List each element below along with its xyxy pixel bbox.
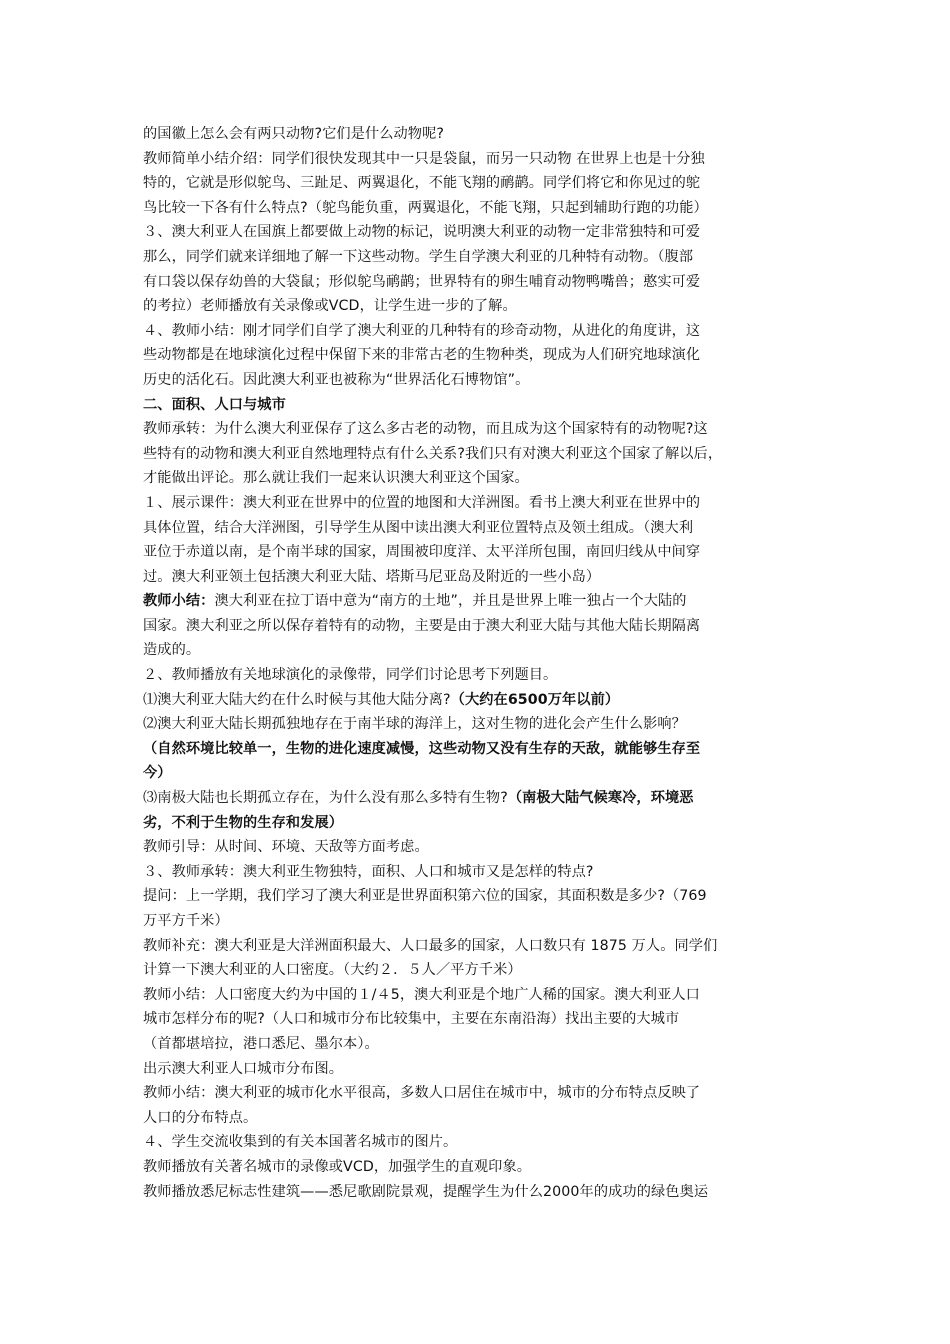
line-text: 教师承转：为什么澳大利亚保存了这么多古老的动物，而且成为这个国家特有的动物呢?这 [143, 421, 708, 438]
line-text: 亚位于赤道以南，是个南半球的国家，周围被印度洋、太平洋所包围，南回归线从中间穿 [143, 544, 701, 561]
text-line [143, 761, 818, 786]
text-line [143, 270, 818, 295]
text-line [143, 147, 818, 172]
line-text: １、展示课件：澳大利亚在世界中的位置的地图和大洋洲图。看书上澳大利亚在世界中的 [143, 494, 701, 511]
bold-answer: （南极大陆气候寒冷，环境恶 [507, 790, 694, 807]
line-text: 具体位置，结合大洋洲图，引导学生从图中读出澳大利亚位置特点及领土组成。（澳大利 [143, 519, 694, 536]
line-text: 教师简单小结介绍：同学们很快发现其中一只是袋鼠，而另一只动物 在世界上也是十分独 [143, 150, 705, 167]
text-line [143, 1081, 818, 1106]
line-text: ２、教师播放有关地球演化的录像带，同学们讨论思考下列题目。 [143, 667, 558, 684]
bold-label: 教师小结： [143, 593, 215, 610]
line-text: 出示澳大利亚人口城市分布图。 [143, 1060, 344, 1077]
text-line [143, 663, 818, 688]
text-line [143, 1155, 818, 1180]
text-line [143, 614, 818, 639]
line-text: 过。澳大利亚领土包括澳大利亚大陆、塔斯马尼亚岛及附近的一些小岛） [143, 568, 601, 585]
line-text: ３、澳大利亚人在国旗上都要做上动物的标记，说明澳大利亚的动物一定非常独特和可爱 [143, 224, 701, 241]
line-text: 教师小结：人口密度大约为中国的１/４5，澳大利亚是个地广人稀的国家。澳大利亚人口 [143, 986, 700, 1003]
text-line [143, 491, 818, 516]
text-line [143, 909, 818, 934]
line-text: 的国徽上怎么会有两只动物?它们是什么动物呢? [143, 126, 445, 142]
text-line [143, 835, 818, 860]
line-text: 万平方千米） [143, 913, 229, 929]
line-text: 国家。澳大利亚之所以保存着特有的动物，主要是由于澳大利亚大陆与其他大陆长期隔离 [143, 617, 701, 634]
text-line [143, 245, 818, 270]
text-line [143, 1057, 818, 1082]
line-text: ４、教师小结：刚才同学们自学了澳大利亚的几种特有的珍奇动物，从进化的角度讲，这 [143, 322, 701, 339]
text-line [143, 786, 818, 811]
bold-answer: （大约在6500万年以前） [450, 691, 620, 708]
text-line [143, 884, 818, 909]
line-text: 教师播放悉尼标志性建筑——悉尼歌剧院景观，提醒学生为什么2000年的成功的绿色奥运 [143, 1183, 709, 1200]
text-line [143, 1007, 818, 1032]
text-line [143, 220, 818, 245]
text-line [143, 688, 818, 713]
line-text: 教师补充：澳大利亚是大洋洲面积最大、人口最多的国家，人口数只有 1875 万人。同学们 [143, 937, 718, 954]
line-text: 澳大利亚在拉丁语中意为“南方的土地”，并且是世界上唯一独占一个大陆的 [214, 593, 687, 610]
text-line [143, 811, 818, 836]
text-line [143, 934, 818, 959]
text-line [143, 196, 818, 221]
text-line [143, 343, 818, 368]
line-text: 特的，它就是形似鸵鸟、三趾足、两翼退化，不能飞翔的鸸鹋。同学们将它和你见过的鸵 [143, 175, 701, 192]
line-text: 那么，同学们就来详细地了解一下这些动物。学生自学澳大利亚的几种特有动物。（腹部 [143, 248, 694, 265]
text-line [143, 958, 818, 983]
text-line [143, 294, 818, 319]
line-text: 今） [143, 765, 172, 782]
text-line [143, 860, 818, 885]
text-line [143, 171, 818, 196]
text-line [143, 1130, 818, 1155]
text-line [143, 1180, 818, 1205]
line-text: 计算一下澳大利亚的人口密度。（大约２．５人／平方千米） [143, 962, 522, 979]
text-line [143, 393, 818, 418]
line-text: 有口袋以保存幼兽的大袋鼠；形似鸵鸟鸸鹋；世界特有的卵生哺育动物鸭嘴兽；憨实可爱 [143, 273, 701, 290]
document-body [143, 122, 818, 1204]
text-line [143, 122, 818, 147]
line-text: 些动物都是在地球演化过程中保留下来的非常古老的生物种类，现成为人们研究地球演化 [143, 347, 701, 364]
line-text: ４、学生交流收集到的有关本国著名城市的图片。 [143, 1134, 458, 1151]
line-text: ⑵澳大利亚大陆长期孤独地存在于南半球的海洋上，这对生物的进化会产生什么影响？ [143, 716, 686, 733]
text-line [143, 737, 818, 762]
line-text: 城市怎样分布的呢?（人口和城市分布比较集中，主要在东南沿海）找出主要的大城市 [143, 1011, 680, 1028]
text-line [143, 540, 818, 565]
line-text: ３、教师承转：澳大利亚生物独特，面积、人口和城市又是怎样的特点? [143, 863, 594, 880]
text-line [143, 319, 818, 344]
line-text: （自然环境比较单一，生物的进化速度减慢，这些动物又没有生存的天敌，就能够生存至 [143, 740, 701, 757]
text-line [143, 417, 818, 442]
line-text: 劣，不利于生物的生存和发展） [143, 814, 344, 831]
text-line [143, 466, 818, 491]
text-line [143, 638, 818, 663]
line-text: 教师小结：澳大利亚的城市化水平很高，多数人口居住在城市中，城市的分布特点反映了 [143, 1085, 701, 1102]
text-line [143, 1032, 818, 1057]
line-text: 二、面积、人口与城市 [143, 396, 286, 413]
line-text: 些特有的动物和澳大利亚自然地理特点有什么关系?我们只有对澳大利亚这个国家了解以后， [143, 445, 723, 462]
text-line [143, 712, 818, 737]
line-text: 才能做出评论。那么就让我们一起来认识澳大利亚这个国家。 [143, 470, 529, 487]
line-text: ⑶南极大陆也长期孤立存在，为什么没有那么多特有生物? [143, 790, 508, 807]
line-text: 提问：上一学期，我们学习了澳大利亚是世界面积第六位的国家，其面积数是多少?（769 [143, 888, 707, 905]
line-text: 人口的分布特点。 [143, 1109, 258, 1126]
line-text: 历史的活化石。因此澳大利亚也被称为“世界活化石博物馆”。 [143, 371, 530, 388]
text-line [143, 565, 818, 590]
line-text: 教师引导：从时间、环境、天敌等方面考虑。 [143, 839, 429, 856]
text-line [143, 983, 818, 1008]
text-line [143, 589, 818, 614]
line-text: 教师播放有关著名城市的录像或VCD，加强学生的直观印象。 [143, 1158, 532, 1175]
text-line [143, 516, 818, 541]
line-text: 鸟比较一下各有什么特点?（鸵鸟能负重，两翼退化，不能飞翔，只起到辅助行跑的功能） [143, 199, 708, 216]
line-text: ⑴澳大利亚大陆大约在什么时候与其他大陆分离? [143, 691, 451, 708]
line-text: （首都堪培拉，港口悉尼、墨尔本）。 [143, 1035, 379, 1052]
line-text: 的考拉）老师播放有关录像或VCD，让学生进一步的了解。 [143, 298, 517, 315]
text-line [143, 442, 818, 467]
line-text: 造成的。 [143, 642, 201, 659]
text-line [143, 1106, 818, 1131]
text-line [143, 368, 818, 393]
